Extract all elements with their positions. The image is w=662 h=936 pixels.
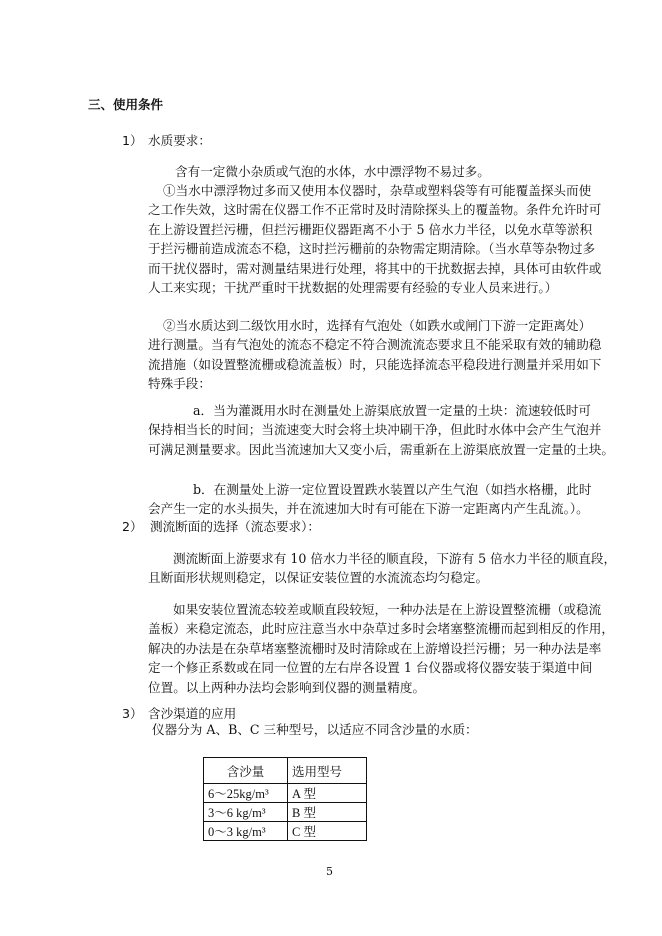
text-line: 于拦污栅前造成流态不稳，这时拦污栅前的杂物需定期清除。（当水草等杂物过多 xyxy=(148,241,596,257)
table-cell: A 型 xyxy=(288,784,367,803)
item3-title: 含沙渠道的应用 xyxy=(148,706,237,721)
text-line: 之工作失效，这时需在仪器工作不正常时及时清除探头上的覆盖物。条件允许时可 xyxy=(148,202,602,218)
table-cell: B 型 xyxy=(288,803,367,822)
item1-title: 水质要求： xyxy=(148,133,211,148)
text-line: b．在测量处上游一定位置设置跌水装置以产生气泡（如挡水格栅，此时 xyxy=(193,482,592,497)
text-line: 可满足测量要求。因此当流速加大又变小后，需重新在上游渠底放置一定量的土块。 xyxy=(148,441,614,457)
text-line: 位置。以上两种办法均会影响到仪器的测量精度。 xyxy=(148,679,426,695)
text-line: 在上游设置拦污栅，但拦污栅距仪器距离不小于 5 倍水力半径，以免水草等淤积 xyxy=(148,221,593,237)
text-line: a．当为灌溉用水时在测量处上游渠底放置一定量的土块：流速较低时可 xyxy=(193,403,591,418)
text-line: 人工来实现；干扰严重时干扰数据的处理需要有经验的专业人员来进行。） xyxy=(148,280,558,295)
table-header: 选用型号 xyxy=(288,758,367,784)
item1-number: 1） xyxy=(122,133,143,148)
page-number: 5 xyxy=(326,865,333,878)
item3-number: 3） xyxy=(122,706,143,721)
table-row xyxy=(204,803,367,822)
text-line: 保持相当长的时间；当流速变大时会将土块冲刷干净，但此时水体中会产生气泡并 xyxy=(148,422,602,438)
text-line: 特殊手段： xyxy=(148,376,211,392)
table-cell: C 型 xyxy=(288,822,367,841)
text-line: 盖板）来稳定流态，此时应注意当水中杂草过多时会堵塞整流栅而起到相反的作用， xyxy=(148,621,614,637)
text-line: 而干扰仪器时，需对测量结果进行处理，将其中的干扰数据去掉，具体可由软件或 xyxy=(148,260,602,276)
text-line: 定一个修正系数或在同一位置的左右岸各设置 1 台仪器或将仪器安装于渠道中间 xyxy=(148,660,593,676)
table-header: 含沙量 xyxy=(204,758,288,784)
item2-title: 测流断面的选择（流态要求）： xyxy=(150,519,321,534)
text-line: 流措施（如设置整流栅或稳流盖板）时，只能选择流态平稳段进行测量并采用如下 xyxy=(148,356,602,372)
table-row xyxy=(204,784,367,803)
sediment-model-table xyxy=(203,757,367,841)
text-line: ②当水质达到二级饮用水时，选择有气泡处（如跌水或闸门下游一定距离处） xyxy=(163,318,592,333)
text-line: 测流断面上游要求有 10 倍水力半径的顺直段，下游有 5 倍水力半径的顺直段， xyxy=(173,551,617,566)
text-line: 如果安装位置流态较差或顺直段较短，一种办法是在上游设置整流栅（或稳流 xyxy=(173,602,602,617)
section-title: 三、使用条件 xyxy=(88,97,164,112)
text-line: 进行测量。当有气泡处的流态不稳定不符合测流流态要求且不能采取有效的辅助稳 xyxy=(148,337,602,353)
item2-number: 2） xyxy=(122,519,143,534)
text-line: ①当水中漂浮物过多而又使用本仪器时，杂草或塑料袋等有可能覆盖探头而使 xyxy=(163,183,592,198)
table-cell: 0～3 kg/m³ xyxy=(204,822,288,841)
item1-intro: 含有一定微小杂质或气泡的水体，水中漂浮物不易过多。 xyxy=(175,164,490,179)
table-header-row xyxy=(204,758,367,784)
text-line: 且断面形状规则稳定，以保证安装位置的水流流态均匀稳定。 xyxy=(148,570,489,586)
text-line: 解决的办法是在杂草堵塞整流栅时及时清除或在上游增设拦污栅；另一种办法是率 xyxy=(148,640,602,656)
table-cell: 3～6 kg/m³ xyxy=(204,803,288,822)
text-line: 会产生一定的水头损失，并在流速加大时有可能在下游一定距离内产生乱流。）。 xyxy=(148,501,589,517)
item3-intro: 仪器分为 A、B、C 三种型号，以适应不同含沙量的水质： xyxy=(152,722,478,737)
table-cell: 6～25kg/m³ xyxy=(204,784,288,803)
table-row xyxy=(204,822,367,841)
